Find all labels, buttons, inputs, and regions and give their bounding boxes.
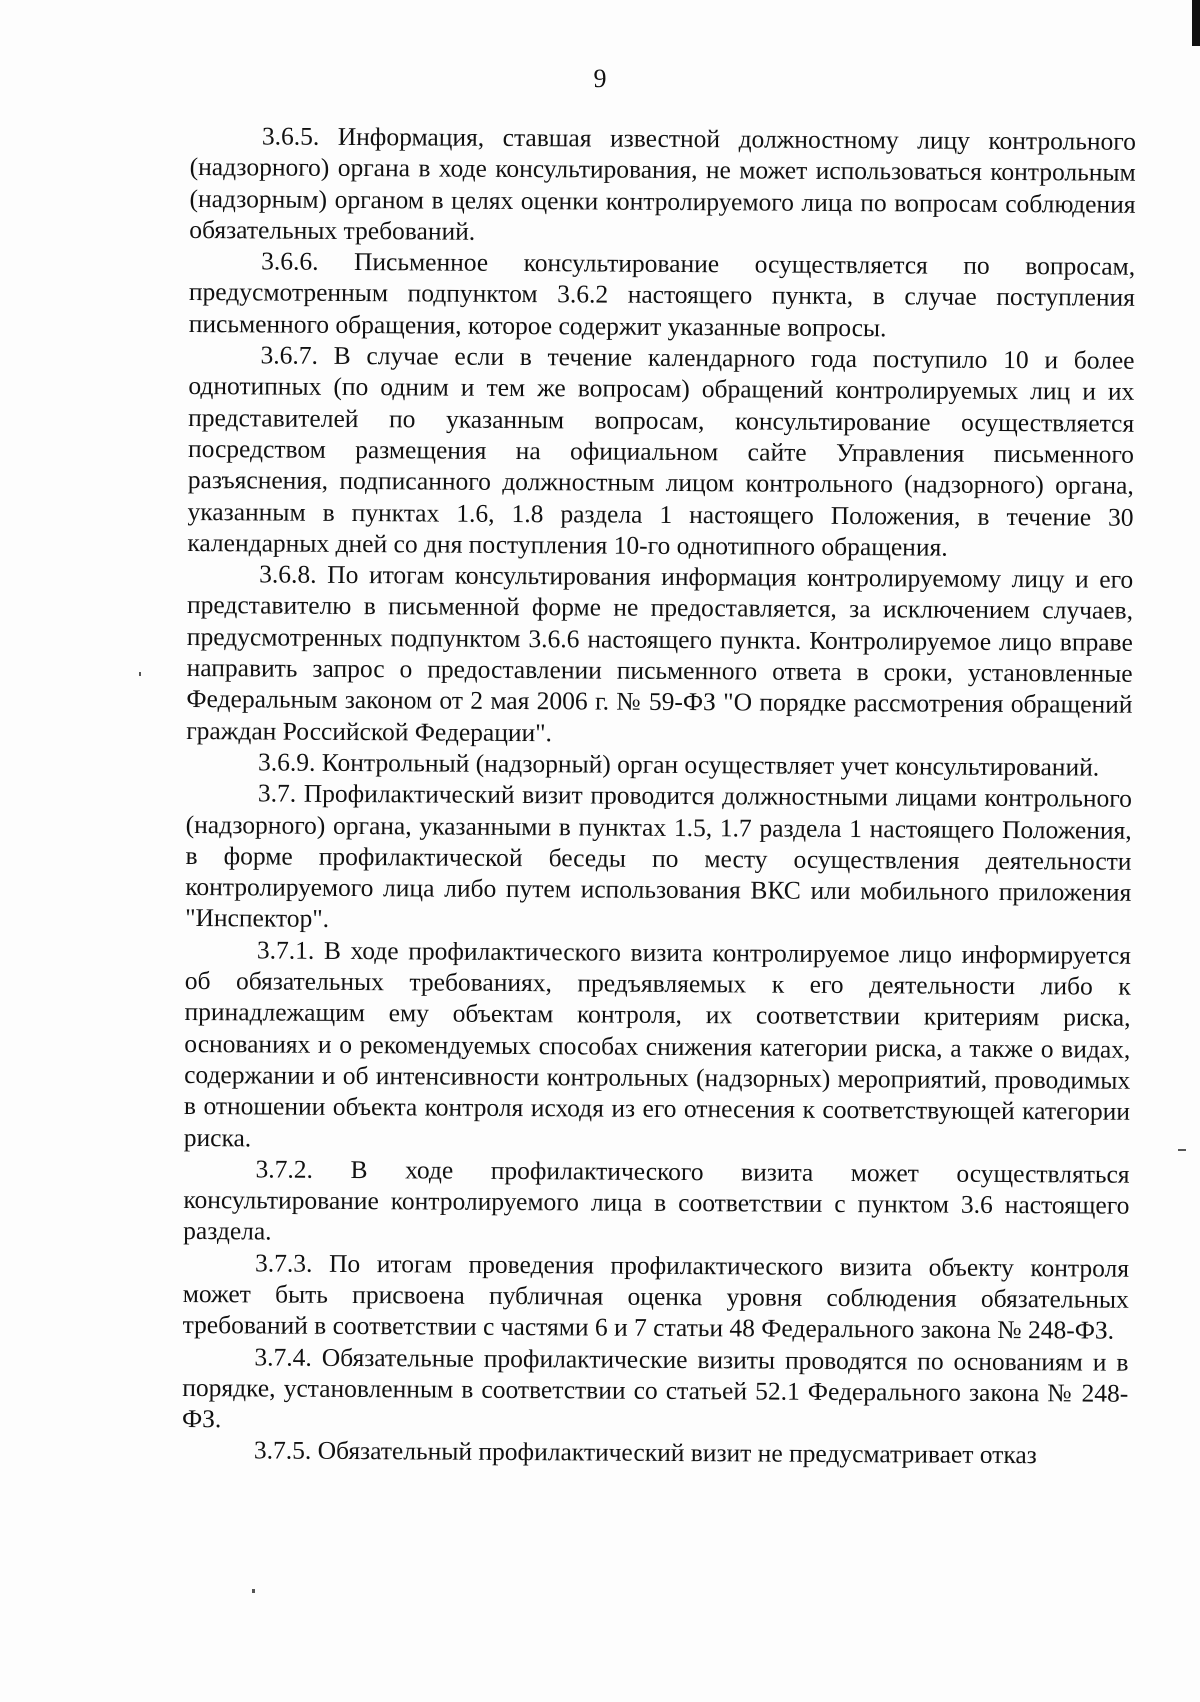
scan-edge-mark xyxy=(1192,0,1200,46)
scan-speck xyxy=(139,672,141,676)
paragraph-3-6-5: 3.6.5. Информация, ставшая известной должностному лицу контрольного (надзорного) органа в ходе консультирования, не может использоваться контрольным (надзорным) органом в целях оценки контролируемого лица по вопросам соблюдения обязательных требований. xyxy=(189,121,1136,246)
paragraph-3-7-4: 3.7.4. Обязательные профилактические визиты проводятся по основаниям и в порядке, установленным в соответствии со статьей 52.1 Федерального закона № 248-ФЗ. xyxy=(181,1341,1129,1434)
page-number: 9 xyxy=(593,64,607,93)
paragraph-3-7-2: 3.7.2. В ходе профилактического визита может осуществляться консультирование контролируемого лица в соответствии с пунктом 3.6 настоящего раздела. xyxy=(183,1154,1130,1246)
paragraph-3-7-3: 3.7.3. По итогам проведения профилактического визита объекту контроля может быть присвоена публичная оценка уровня соблюдения обязательных требований в соответствии с частями 6 и 7 статьи 48 Федерального закона № 248-ФЗ. xyxy=(182,1248,1130,1345)
paragraph-3-6-9: 3.6.9. Контрольный (надзорный) орган осуществляет учет консультирований. xyxy=(257,747,1100,782)
paragraph-3-6-6: 3.6.6. Письменное консультирование осуществляется по вопросам, предусмотренным подпунктом 3.6.2 настоящего пункта, в случае поступления письменного обращения, которое содержит указанные вопросы. xyxy=(188,246,1136,343)
document-body xyxy=(182,120,1136,1472)
scan-speck xyxy=(252,1589,255,1593)
paragraph-3-7-5: 3.7.5. Обязательный профилактический визит не предусматривает отказ xyxy=(253,1435,1037,1470)
paragraph-3-7: 3.7. Профилактический визит проводится должностными лицами контрольного (надзорного) органа, указанными в пунктах 1.5, 1.7 раздела 1 настоящего Положения, в форме профилактической беседы по месту осуществления деятельности контролируемого лица либо путем использования ВКС или мобильного приложения "Инспектор". xyxy=(185,778,1132,934)
paragraph-3-7-1: 3.7.1. В ходе профилактического визита контролируемое лицо информируется об обязательных требованиях, предъявляемых к его деятельности либо к принадлежащим ему объектам контроля, их соответствии критериям риска, основаниях и о рекомендуемых способах снижения категории риска, а также о видах, содержании и об интенсивности контрольных (надзорных) мероприятий, проводимых в отношении объекта контроля исходя из его отнесения к соответствующей категории риска. xyxy=(183,935,1132,1152)
paragraph-3-6-8: 3.6.8. По итогам консультирования информация контролируемому лицу и его представителю в письменной форме не предоставляется, за исключением случаев, предусмотренных подпунктом 3.6.6 настоящего пункта. Контролируемое лицо вправе направить запрос о предоставлении письменного ответа в сроки, установленные Федеральным законом от 2 мая 2006 г. № 59-ФЗ "О порядке рассмотрения обращений граждан Российской Федерации". xyxy=(186,559,1134,747)
paragraph-3-6-7: 3.6.7. В случае если в течение календарного года поступило 10 и более однотипных (по одним и тем же вопросам) обращений контролируемых лиц и их представителей по указанным вопросам, консультирование осуществляется посредством размещения на официальном сайте Управления письменного разъяснения, подписанного должностным лицом контрольного (надзорного) органа, указанным в пунктах 1.6, 1.8 раздела 1 настоящего Положения, в течение 30 календарных дней со дня поступления 10-го однотипного обращения. xyxy=(187,340,1135,562)
scan-speck xyxy=(1178,1149,1186,1151)
